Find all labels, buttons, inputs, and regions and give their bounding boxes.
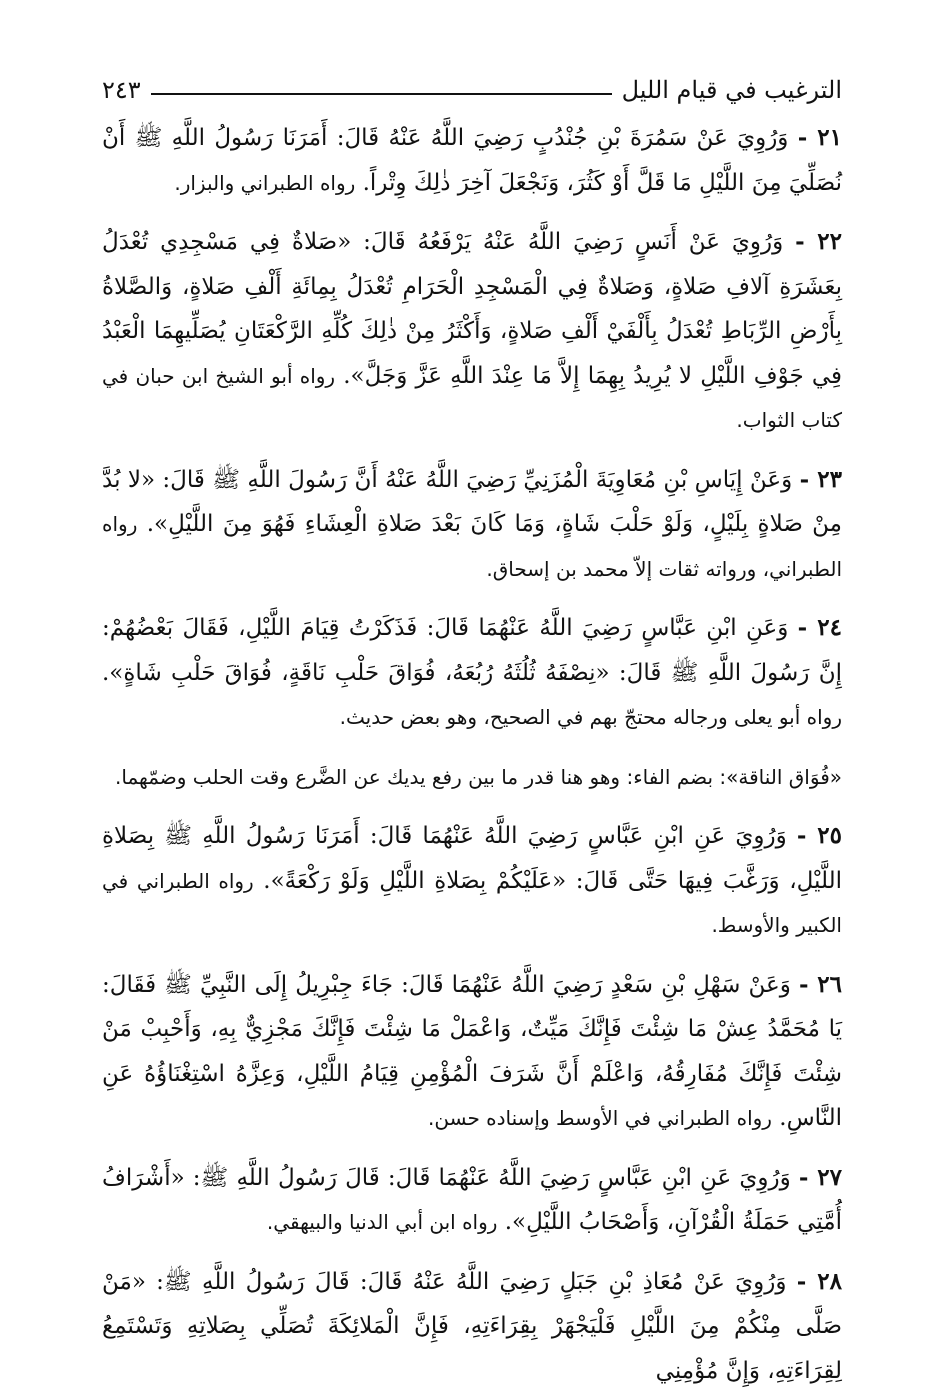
hadith-number: ٢٧ - bbox=[799, 1164, 842, 1191]
hadith-number: ٢٥ - bbox=[797, 822, 842, 849]
hadith-source: رواه أبو يعلى ورجاله محتجّ بهم في الصحيح، وهو بعض حديث. bbox=[340, 705, 842, 729]
hadith-28 bbox=[102, 1260, 842, 1393]
hadith-source: رواه الطبراني، ورواته ثقات إلاّ محمد بن إسحاق. bbox=[102, 512, 842, 581]
hadith-text: وَرُوِيَ عَنْ مُعَاذِ بْنِ جَبَلٍ رَضِيَ اللَّهُ عَنْهُ قَالَ: قَالَ رَسُولُ اللَّهِ ﷺ: «مَنْ صَلَّى مِنْكُمْ مِنَ اللَّيْلِ فَلْيَجْهَرْ بِقِرَاءَتِهِ، فَإِنَّ الْمَلائِكَةَ تُصَلِّي بِصَلاتِهِ وَتَسْتَمِعُ لِقِرَاءَتِهِ، وَإِنَّ مُؤْمِنِي bbox=[102, 1269, 842, 1384]
hadith-22 bbox=[102, 220, 842, 443]
hadith-23 bbox=[102, 458, 842, 592]
hadith-text: وَرُوِيَ عَنِ ابْنِ عَبَّاسٍ رَضِيَ اللَّهُ عَنْهُمَا قَالَ: أَمَرَنَا رَسُولُ اللَّهِ ﷺ بِصَلاةِ اللَّيْلِ، وَرَغَّبَ فِيهَا حَتَّى قَالَ: «عَلَيْكُمْ بِصَلاةِ اللَّيْلِ وَلَوْ رَكْعَةً». bbox=[102, 823, 842, 894]
hadith-number: ٢٣ - bbox=[800, 466, 842, 493]
note-text: «فُوَاق الناقة»: بضم الفاء: وهو هنا قدر ما بين رفع يديك عن الضَّرع وقت الحلب وضمّهما. bbox=[115, 765, 842, 789]
header-title: الترغيب في قيام الليل bbox=[622, 78, 842, 102]
hadith-number: ٢٨ - bbox=[797, 1268, 842, 1295]
hadith-number: ٢٦ - bbox=[799, 971, 842, 998]
hadith-number: ٢١ - bbox=[798, 124, 842, 151]
header-rule bbox=[151, 93, 612, 95]
page-number: ٢٤٣ bbox=[102, 78, 141, 102]
hadith-26 bbox=[102, 963, 842, 1141]
hadith-text: وَعَنْ إِيَاسِ بْنِ مُعَاوِيَةَ الْمُزَنِيِّ رَضِيَ اللَّهُ عَنْهُ أَنَّ رَسُولَ اللَّهِ ﷺ قَالَ: «لا بُدَّ مِنْ صَلاةٍ بِلَيْلٍ، وَلَوْ حَلْبَ شَاةٍ، وَمَا كَانَ بَعْدَ صَلاةِ الْعِشَاءِ فَهُوَ مِنَ اللَّيْلِ». bbox=[102, 467, 842, 538]
hadith-24 bbox=[102, 606, 842, 740]
hadith-text: وَرُوِيَ عَنِ ابْنِ عَبَّاسٍ رَضِيَ اللَّهُ عَنْهُمَا قَالَ: قَالَ رَسُولُ اللَّهِ ﷺ: «أَشْرَافُ أُمَّتِي حَمَلَةُ الْقُرْآنِ، وَأَصْحَابُ اللَّيْلِ». bbox=[102, 1165, 842, 1236]
hadith-text: وَعَنِ ابْنِ عَبَّاسٍ رَضِيَ اللَّهُ عَنْهُمَا قَالَ: فَذَكَرْتُ قِيَامَ اللَّيْلِ، فَقَالَ بَعْضُهُمْ: إِنَّ رَسُولَ اللَّهِ ﷺ قَالَ: «نِصْفَهُ ثُلُثَهُ رُبُعَهُ، فُوَاقَ حَلْبِ نَاقَةٍ، فُوَاقَ حَلْبِ شَاةٍ». bbox=[102, 615, 842, 686]
hadith-source: رواه الطبراني في الأوسط وإسناده حسن. bbox=[428, 1106, 772, 1130]
hadith-21 bbox=[102, 116, 842, 205]
hadith-source: رواه الطبراني في الكبير والأوسط. bbox=[102, 869, 842, 938]
hadith-27 bbox=[102, 1156, 842, 1245]
hadith-source: رواه ابن أبي الدنيا والبيهقي. bbox=[267, 1210, 498, 1234]
hadith-number: ٢٤ - bbox=[798, 614, 842, 641]
running-header bbox=[102, 62, 842, 102]
hadith-source: رواه أبو الشيخ ابن حبان في كتاب الثواب. bbox=[102, 364, 842, 433]
hadith-text: وَرُوِيَ عَنْ أَنَسٍ رَضِيَ اللَّهُ عَنْهُ يَرْفَعُهُ قَالَ: «صَلاةٌ فِي مَسْجِدِي تُعْدَلُ بِعَشَرَةِ آلافِ صَلاةٍ، وَصَلاةٌ فِي الْمَسْجِدِ الْحَرَامِ تُعْدَلُ بِمِائَةِ أَلْفِ صَلاةٍ، وَالصَّلاةُ بِأَرْضِ الرِّبَاطِ تُعْدَلُ بِأَلْفَيْ أَلْفِ صَلاةٍ، وَأَكْثَرُ مِنْ ذٰلِكَ كُلِّهِ الرَّكْعَتَانِ يُصَلِّيهِمَا الْعَبْدُ فِي جَوْفِ اللَّيْلِ لا يُرِيدُ بِهِمَا إِلاَّ مَا عِنْدَ اللَّهِ عَزَّ وَجَلَّ». bbox=[102, 229, 842, 389]
hadith-source: رواه الطبراني والبزار. bbox=[174, 171, 355, 195]
hadith-text: وَعَنْ سَهْلِ بْنِ سَعْدٍ رَضِيَ اللَّهُ عَنْهُمَا قَالَ: جَاءَ جِبْرِيلُ إِلَى النَّبِيِّ ﷺ فَقَالَ: يَا مُحَمَّدُ عِشْ مَا شِئْتَ فَإِنَّكَ مَيِّتٌ، وَاعْمَلْ مَا شِئْتَ فَإِنَّكَ مَجْزِيٌّ بِهِ، وَأَحْبِبْ مَنْ شِئْتَ فَإِنَّكَ مُفَارِقُهُ، وَاعْلَمْ أَنَّ شَرَفَ الْمُؤْمِنِ قِيَامُ اللَّيْلِ، وَعِزَّهُ اسْتِغْنَاؤُهُ عَنِ النَّاسِ. bbox=[102, 972, 842, 1132]
hadith-text: وَرُوِيَ عَنْ سَمُرَةَ بْنِ جُنْدُبٍ رَضِيَ اللَّهُ عَنْهُ قَالَ: أَمَرَنَا رَسُولُ اللَّهِ ﷺ أَنْ نُصَلِّيَ مِنَ اللَّيْلِ مَا قَلَّ أَوْ كَثُرَ، وَنَجْعَلَ آخِرَ ذٰلِكَ وِتْراً. bbox=[102, 125, 842, 196]
hadith-number: ٢٢ - bbox=[795, 228, 842, 255]
hadith-25 bbox=[102, 814, 842, 948]
explanatory-note bbox=[102, 755, 842, 800]
